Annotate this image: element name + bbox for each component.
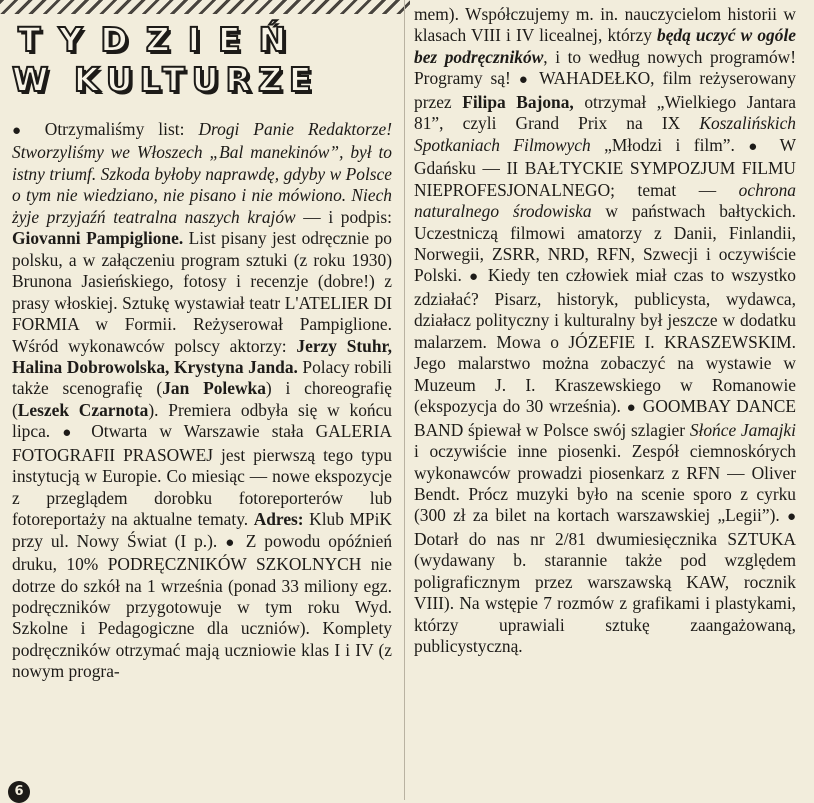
actor-names: Jerzy Stuhr, Halina Dobrowolska, Krystyna Janda.: [12, 335, 392, 377]
quoted-letter: Drogi Panie Redaktorze! Stworzyliśmy we Włoszech „Bal manekinów”, był to istny triumf. Szkoda byłoby naprawdę, gdyby w Polsce o tym nie wiedziano, nie pisano i nie mówiono. Niech żyje przyjaźń teatralna naszych krajów: [12, 119, 392, 227]
text-run: W Gdańsku — II BAŁTYCKIE SYMPOZJUM FILMU NIEPROFESJONALNEGO; temat —: [414, 134, 796, 200]
bullet-icon: ●: [62, 425, 80, 442]
text-run: , i to według nowych programów! Programy są!: [414, 46, 796, 89]
bullet-icon: ●: [468, 269, 481, 286]
song-title: Słońce Jamajki: [689, 419, 796, 440]
emphasis-text: będą uczyć w ogóle bez podręczników: [414, 25, 797, 67]
text-run: i oczywiście inne piosenki. Zespół ciemnoskórych wykonawców prowadzi piosenkarz z RFN — Oliver Bendt. Prócz muzyki było na scenie sporo z cyrku (300 zł za bilet na kortach warszawskiej „Legii”).: [414, 441, 796, 526]
text-run: GOOMBAY DANCE BAND śpiewał w Polsce swój szlagier: [414, 396, 796, 440]
article-column-right: [414, 4, 796, 658]
column-text: [414, 4, 796, 658]
article-column-left: [12, 119, 392, 683]
column-divider: [404, 0, 405, 800]
section-title-line-1: TYDZIEŃ: [18, 20, 305, 59]
bullet-icon: ●: [12, 123, 31, 139]
text-run: Kiedy ten człowiek miał czas to wszystko zdziałać? Pisarz, historyk, publicysta, wydawca, działacz polityczny i kulturalny był jeszcze w dodatku malarzem. Mowa o JÓZEFIE I. KRASZEWSKIM. Jego malarstwo można zobaczyć na wystawie w Muzeum J. I. Kraszewskiego w Romanowie (ekspozycja do 30 września).: [414, 265, 796, 417]
text-run: otrzymał „Wielkiego Jantara 81”, czyli Grand Prix na IX: [414, 91, 796, 134]
text-run: WAHADEŁKO, film reżyserowany przez: [414, 68, 796, 112]
address-label: Adres:: [253, 509, 304, 530]
text-run: List pisany jest odręcznie po polsku, a w załączeniu program sztuki (z roku 1930) Brunona Jasieńskiego, fotosy i recenzje (dobre!) z prasy włoskiej. Sztukę wystawiał teatr L'ATELIER DI FORMIA w Formii. Reżyserował Pampiglione. Wśród wykonawców polscy aktorzy:: [12, 228, 392, 356]
text-run: w państwach bałtyckich. Uczestniczą filmowi amatorzy z Danii, Finlandii, Norwegii, ZSRR, NRD, RFN, Szwecji i oczywiście Polski.: [414, 201, 796, 286]
text-run: ) i choreografię (: [12, 378, 392, 420]
bullet-icon: ●: [786, 509, 796, 526]
text-run: ). Premiera odbyła się w końcu lipca.: [12, 399, 393, 442]
bullet-icon: ●: [225, 534, 238, 551]
decorative-zigzag-border: [0, 0, 410, 14]
signature-name: Giovanni Pampiglione.: [12, 228, 184, 249]
person-name: Leszek Czarnota: [17, 399, 149, 420]
bullet-icon: ●: [626, 400, 638, 417]
text-run: Dotarł do nas nr 2/81 dwumiesięcznika SZTUKA (wydawany b. starannie także pod względem poligraficznym przez warszawską KAW, rocznik VIII). Na wstępie 7 rozmów z grafikami i plastykami, którzy uprawiali sztukę zaangażowaną, publicystyczną.: [414, 528, 796, 657]
text-run: „Młodzi i film”.: [590, 134, 749, 155]
page-number-badge: 6: [8, 781, 30, 803]
festival-name: Koszalińskich Spotkaniach Filmowych: [414, 113, 796, 155]
symposium-topic: ochrona naturalnego środowiska: [414, 179, 796, 222]
column-text: [12, 119, 392, 683]
text-run: Polacy robili także scenografię (: [12, 356, 392, 399]
text-run: — i podpis:: [295, 206, 392, 227]
text-run: Klub MPiK przy ul. Nowy Świat (I p.).: [12, 509, 392, 551]
section-title-line-2: W KULTURZE: [12, 60, 319, 99]
text-run: Z powodu opóźnień druku, 10% PODRĘCZNIKÓW SZKOLNYCH nie dotrze do szkół na 1 września (ponad 33 miliony egz. podręczników przygotowuje w tym roku Wyd. Szkolne i Pedagogiczne dla uczniów). Komplety podręczników otrzymać mają uczniowie klas I i IV (z nowym progra-: [12, 530, 393, 682]
person-name: Filipa Bajona,: [462, 91, 574, 112]
bullet-icon: ●: [748, 138, 767, 155]
text-run: mem). Współczujemy m. in. nauczycielom historii w klasach VIII i IV licealnej, którzy: [414, 4, 796, 46]
bullet-icon: ●: [518, 72, 532, 89]
section-header: [10, 20, 405, 110]
text-run: Otwarta w Warszawie stała GALERIA FOTOGRAFII PRASOWEJ jest pierwszą tego typu instytucją w Europie. Co miesiąc — nowe ekspozycje z przeglądem dorobku fotoreporterów lub fotoreportaży na aktualne tematy.: [12, 421, 392, 530]
person-name: Jan Polewka: [162, 378, 266, 399]
text-run: Otrzymaliśmy list:: [44, 119, 199, 139]
